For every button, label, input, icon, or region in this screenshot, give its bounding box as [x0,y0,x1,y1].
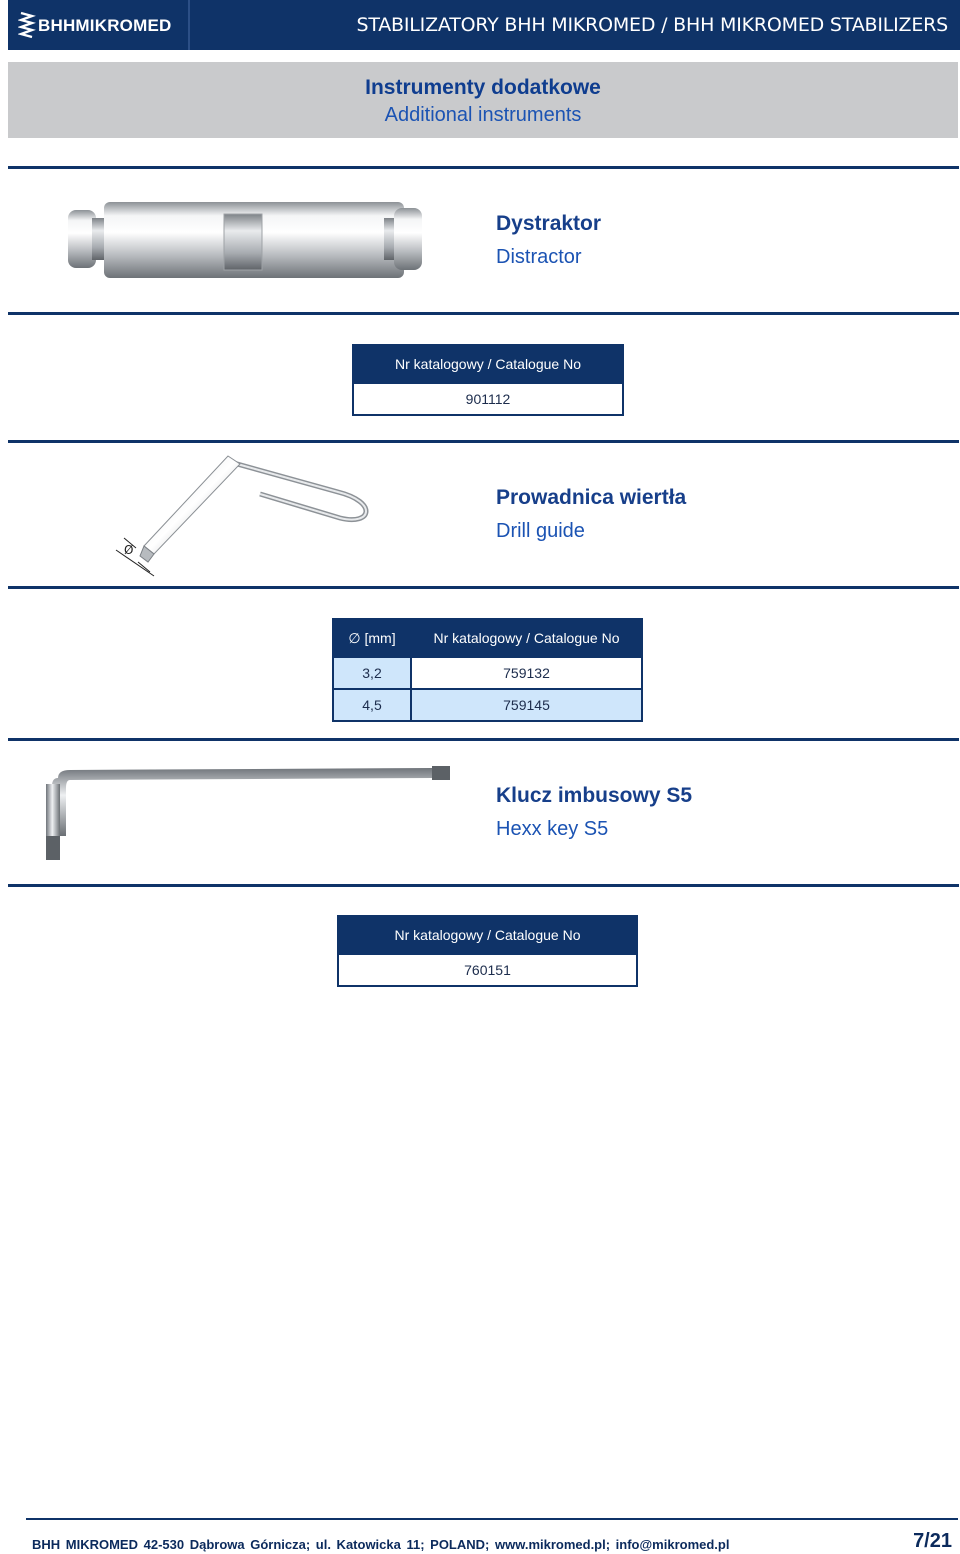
product-name-en: Distractor [496,246,582,268]
product-name-pl: Dystraktor [496,212,602,235]
logo-text: BHHMIKROMED [38,16,172,35]
footer-address: BHH MIKROMED 42-530 Dąbrowa Górnicza; ul. Katowicka 11; POLAND; www.mikromed.pl; info@mikromed.pl [32,1537,730,1552]
table-header: Nr katalogowy / Catalogue No [411,619,642,657]
drill-guide-image [110,450,380,586]
page-number: 7/21 [913,1530,952,1552]
diameter-cell: 3,2 [333,657,411,689]
table-header: ∅ [mm] [333,619,411,657]
divider-rule [8,166,959,169]
catalogue-number: 760151 [338,954,637,986]
table-header: Nr katalogowy / Catalogue No [338,916,637,954]
product-name-pl: Klucz imbusowy S5 [496,784,693,807]
catalogue-number: 759132 [411,657,642,689]
table-row [333,657,642,689]
divider-rule [8,440,959,443]
divider-rule [8,738,959,741]
product-name-pl: Prowadnica wiertła [496,486,687,509]
divider-rule [8,312,959,315]
section-title-en: Additional instruments [384,104,582,126]
catalogue-table [332,618,643,722]
table-row [333,689,642,721]
section-title-pl: Instrumenty dodatkowe [365,76,601,99]
logo-mark-icon [18,10,36,40]
catalogue-table [337,915,638,987]
product-name-en: Hexx key S5 [496,818,609,840]
table-header: Nr katalogowy / Catalogue No [353,345,623,383]
diameter-cell: 4,5 [333,689,411,721]
catalogue-number: 901112 [353,383,623,415]
header-title: STABILIZATORY BHH MIKROMED / BHH MIKROMED STABILIZERS [356,14,948,36]
footer-rule [26,1518,958,1520]
product-name-en: Drill guide [496,520,585,542]
divider-rule [8,884,959,887]
catalogue-number: 759145 [411,689,642,721]
diameter-symbol: Ø [124,543,134,557]
divider-rule [8,586,959,589]
catalogue-table [352,344,624,416]
distractor-image [64,196,428,286]
hex-key-image [40,762,456,866]
